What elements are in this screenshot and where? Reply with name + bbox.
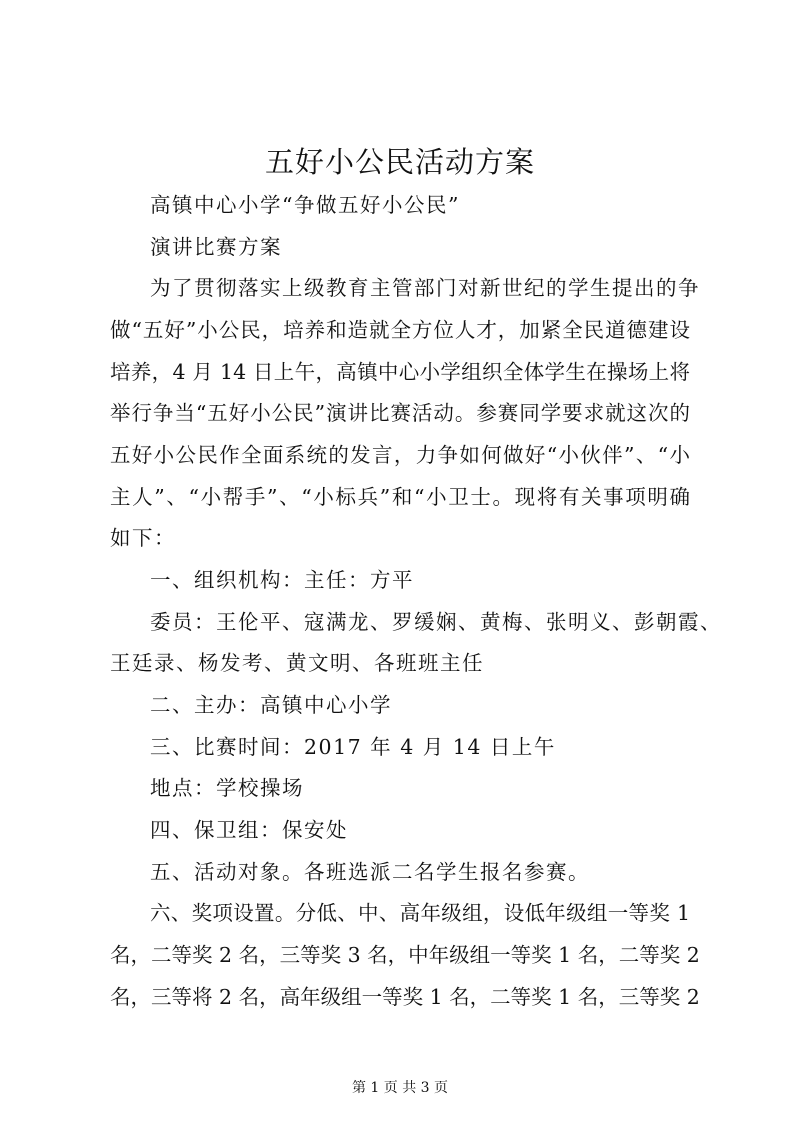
text-line-9: 如下： [110, 526, 176, 550]
text-line-7: 五好小公民作全面系统的发言，力争如何做好“小伙伴”、“小 [110, 443, 690, 467]
text-line-14: 三、比赛时间：2017 年 4 月 14 日上午 [150, 735, 556, 759]
text-line-8: 主人”、“小帮手”、“小标兵”和“小卫士。现将有关事项明确 [110, 485, 690, 509]
text-line-19: 名，二等奖 2 名，三等奖 3 名，中年级组一等奖 1 名，二等奖 2 [110, 943, 700, 967]
text-line-2: 演讲比赛方案 [150, 235, 282, 259]
text-line-15: 地点：学校操场 [150, 776, 304, 800]
text-line-1: 高镇中心小学“争做五好小公民” [150, 193, 460, 217]
text-line-10: 一、组织机构：主任：方平 [150, 568, 414, 592]
document-title: 五好小公民活动方案 [264, 145, 535, 179]
text-line-4: 做“五好”小公民，培养和造就全方位人才，加紧全民道德建设 [110, 318, 690, 342]
text-line-13: 二、主办：高镇中心小学 [150, 693, 392, 717]
text-line-18: 六、奖项设置。分低、中、高年级组，设低年级组一等奖 1 [150, 901, 690, 925]
page-footer: 第 1 页 共 3 页 [351, 1080, 449, 1096]
text-line-5: 培养，4 月 14 日上午，高镇中心小学组织全体学生在操场上将 [110, 360, 690, 384]
text-line-17: 五、活动对象。各班选派二名学生报名参赛。 [150, 860, 590, 884]
text-line-16: 四、保卫组：保安处 [150, 818, 348, 842]
text-line-3: 为了贯彻落实上级教育主管部门对新世纪的学生提出的争 [150, 276, 700, 300]
text-line-12: 王廷录、杨发考、黄文明、各班班主任 [110, 651, 484, 675]
text-line-20: 名，三等将 2 名，高年级组一等奖 1 名，二等奖 1 名，三等奖 2 [110, 985, 700, 1009]
text-line-11: 委员：王伦平、寇满龙、罗缓娴、黄梅、张明义、彭朝霞、 [150, 610, 722, 634]
text-line-6: 举行争当“五好小公民”演讲比赛活动。参赛同学要求就这次的 [110, 401, 690, 425]
